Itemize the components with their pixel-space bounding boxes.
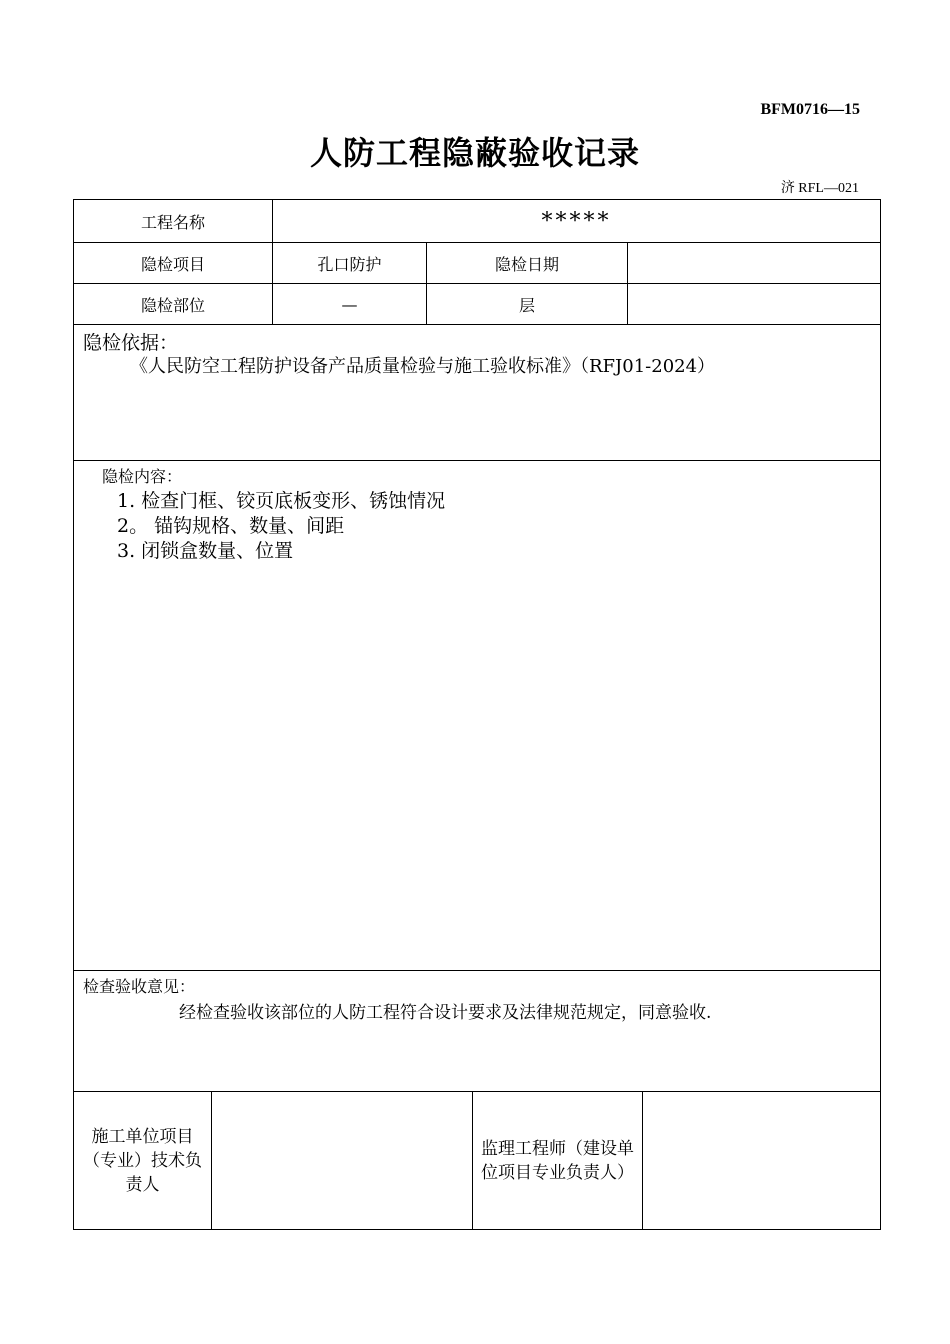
inspection-date-label: 隐检日期 <box>427 243 628 283</box>
project-name-label: 工程名称 <box>74 200 273 242</box>
inspection-item-label: 隐检项目 <box>74 243 273 283</box>
basis-section <box>74 325 880 461</box>
supervisor-signature-field[interactable] <box>643 1092 880 1229</box>
opinion-text[interactable]: 经检查验收该部位的人防工程符合设计要求及法律规范规定，同意验收. <box>179 1003 712 1023</box>
inspection-location-value[interactable]: — <box>273 284 427 324</box>
content-item[interactable]: 1. 检查门框、铰页底板变形、锈蚀情况 <box>117 490 446 512</box>
floor-value[interactable] <box>628 284 880 324</box>
inspection-item-row <box>74 243 880 284</box>
project-name-value[interactable]: ***** <box>541 208 612 234</box>
floor-label: 层 <box>427 284 628 324</box>
project-row <box>74 200 880 243</box>
basis-text[interactable]: 《人民防空工程防护设备产品质量检验与施工验收标准》（RFJ01-2024） <box>130 356 716 377</box>
contractor-signature-field[interactable] <box>212 1092 473 1229</box>
signature-row <box>74 1092 880 1229</box>
inspection-location-label: 隐检部位 <box>74 284 273 324</box>
inspection-form <box>73 199 881 1230</box>
opinion-section <box>74 971 880 1092</box>
document-code: BFM0716—15 <box>760 101 860 118</box>
content-item[interactable]: 3. 闭锁盒数量、位置 <box>117 540 294 562</box>
supervisor-signature-label: 监理工程师（建设单位项目专业负责人） <box>473 1092 643 1229</box>
content-section <box>74 461 880 971</box>
basis-label: 隐检依据： <box>83 332 179 354</box>
contractor-signature-label: 施工单位项目（专业）技术负责人 <box>74 1092 212 1229</box>
document-title: 人防工程隐蔽验收记录 <box>309 134 640 172</box>
inspection-location-row <box>74 284 880 325</box>
inspection-item-value[interactable]: 孔口防护 <box>273 243 427 283</box>
form-number: 济 RFL—021 <box>780 181 859 196</box>
opinion-label: 检查验收意见： <box>83 977 196 996</box>
content-item[interactable]: 2。 锚钩规格、数量、间距 <box>117 515 345 537</box>
content-label: 隐检内容： <box>102 467 183 486</box>
inspection-date-value[interactable] <box>628 243 880 283</box>
